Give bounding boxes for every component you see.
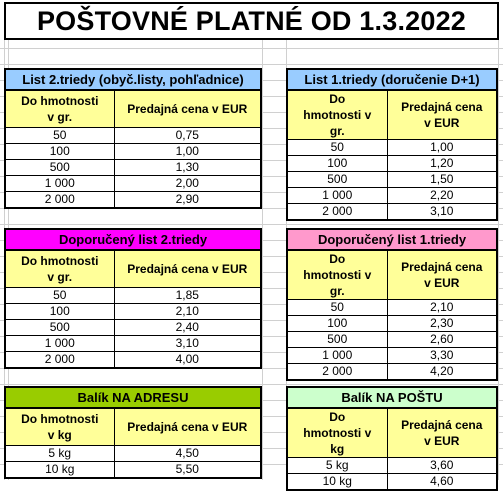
weight-cell: 500 — [5, 160, 114, 176]
postage-table-3 — [4, 228, 262, 369]
table-row — [287, 140, 497, 156]
column-header-weight: Do hmotnosti v kg — [5, 408, 114, 446]
weight-cell: 1 000 — [5, 176, 114, 192]
column-gridline — [262, 40, 263, 480]
table-heading: Balík NA ADRESU — [5, 387, 261, 408]
weight-cell: 50 — [287, 300, 387, 316]
table-row — [5, 320, 261, 336]
table-row — [287, 458, 497, 474]
weight-cell: 2 000 — [287, 204, 387, 221]
table-row — [287, 156, 497, 172]
price-cell: 1,20 — [387, 156, 497, 172]
table-row — [5, 462, 261, 479]
price-cell: 1,50 — [387, 172, 497, 188]
price-cell: 4,60 — [387, 474, 497, 491]
column-header-price: Predajná cena v EUR — [114, 90, 261, 128]
price-cell: 1,00 — [114, 144, 261, 160]
weight-cell: 500 — [287, 172, 387, 188]
column-header-weight: Do hmotnosti v gr. — [287, 250, 387, 300]
price-cell: 1,85 — [114, 288, 261, 304]
row-gridline — [0, 384, 503, 385]
price-cell: 2,20 — [387, 188, 497, 204]
column-header-weight: Do hmotnosti v gr. — [287, 90, 387, 140]
column-header-price: Predajná cena v EUR — [387, 90, 497, 140]
column-header-price: Predajná cena v EUR — [114, 250, 261, 288]
price-cell: 4,00 — [114, 352, 261, 369]
column-header-weight: Do hmotnosti v gr. — [5, 90, 114, 128]
table-row — [5, 352, 261, 369]
table-heading: Doporučený list 1.triedy — [287, 229, 497, 250]
table-row — [5, 144, 261, 160]
weight-cell: 50 — [287, 140, 387, 156]
weight-cell: 1 000 — [287, 188, 387, 204]
table-heading: Doporučený list 2.triedy — [5, 229, 261, 250]
weight-cell: 10 kg — [5, 462, 114, 479]
weight-cell: 2 000 — [5, 352, 114, 369]
price-cell: 4,20 — [387, 364, 497, 381]
weight-cell: 500 — [287, 332, 387, 348]
table-row — [287, 364, 497, 381]
table-row — [5, 160, 261, 176]
weight-cell: 2 000 — [287, 364, 387, 381]
column-header-weight: Do hmotnosti v kg — [287, 408, 387, 458]
row-gridline — [0, 48, 503, 49]
column-header-price: Predajná cena v EUR — [387, 408, 497, 458]
price-cell: 2,00 — [114, 176, 261, 192]
table-heading: Balík NA POŠTU — [287, 387, 497, 408]
weight-cell: 50 — [5, 288, 114, 304]
table-row — [287, 172, 497, 188]
price-cell: 3,10 — [387, 204, 497, 221]
price-cell: 5,50 — [114, 462, 261, 479]
price-cell: 3,10 — [114, 336, 261, 352]
price-cell: 2,30 — [387, 316, 497, 332]
postage-table-5 — [4, 386, 262, 479]
weight-cell: 1 000 — [287, 348, 387, 364]
postage-table-4 — [286, 228, 498, 381]
weight-cell: 100 — [287, 316, 387, 332]
table-row — [5, 288, 261, 304]
weight-cell: 10 kg — [287, 474, 387, 491]
table-row — [287, 474, 497, 491]
column-header-weight: Do hmotnosti v gr. — [5, 250, 114, 288]
weight-cell: 1 000 — [5, 336, 114, 352]
price-cell: 2,40 — [114, 320, 261, 336]
table-row — [5, 192, 261, 209]
table-row — [5, 446, 261, 462]
weight-cell: 50 — [5, 128, 114, 144]
weight-cell: 100 — [5, 304, 114, 320]
weight-cell: 100 — [287, 156, 387, 172]
price-cell: 2,90 — [114, 192, 261, 209]
price-cell: 2,10 — [387, 300, 497, 316]
table-row — [5, 128, 261, 144]
price-cell: 3,30 — [387, 348, 497, 364]
table-heading: List 2.triedy (obyč.listy, pohľadnice) — [5, 69, 261, 90]
table-row — [287, 188, 497, 204]
row-gridline — [0, 64, 503, 65]
weight-cell: 2 000 — [5, 192, 114, 209]
table-row — [5, 336, 261, 352]
price-cell: 1,30 — [114, 160, 261, 176]
column-gridline — [498, 40, 499, 480]
postage-table-1 — [4, 68, 262, 209]
table-row — [287, 300, 497, 316]
table-heading: List 1.triedy (doručenie D+1) — [287, 69, 497, 90]
weight-cell: 5 kg — [5, 446, 114, 462]
weight-cell: 5 kg — [287, 458, 387, 474]
price-cell: 1,00 — [387, 140, 497, 156]
postage-table-6 — [286, 386, 498, 491]
column-header-price: Predajná cena v EUR — [114, 408, 261, 446]
table-row — [5, 304, 261, 320]
weight-cell: 500 — [5, 320, 114, 336]
price-cell: 0,75 — [114, 128, 261, 144]
price-cell: 4,50 — [114, 446, 261, 462]
table-row — [287, 316, 497, 332]
table-row — [287, 204, 497, 221]
price-cell: 2,10 — [114, 304, 261, 320]
postage-table-2 — [286, 68, 498, 221]
column-header-price: Predajná cena v EUR — [387, 250, 497, 300]
weight-cell: 100 — [5, 144, 114, 160]
price-cell: 3,60 — [387, 458, 497, 474]
row-gridline — [0, 224, 503, 225]
table-row — [5, 176, 261, 192]
table-row — [287, 332, 497, 348]
page-title: POŠTOVNÉ PLATNÉ OD 1.3.2022 — [4, 2, 499, 40]
price-cell: 2,60 — [387, 332, 497, 348]
table-row — [287, 348, 497, 364]
